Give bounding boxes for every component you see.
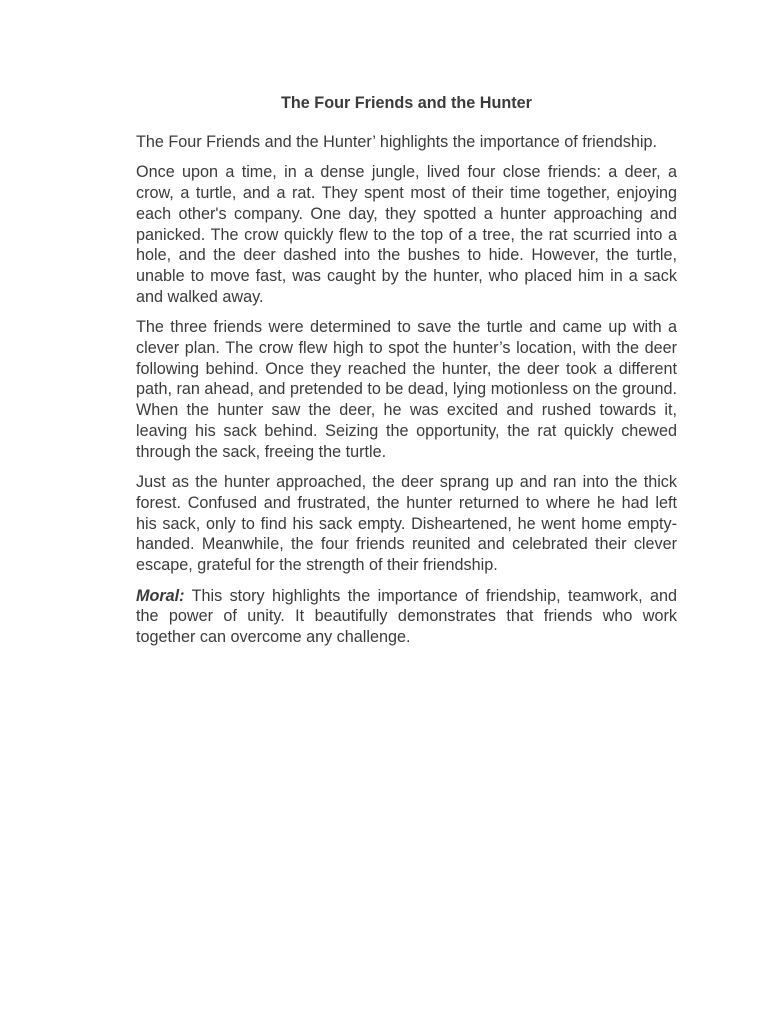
story-paragraph-1: Once upon a time, in a dense jungle, lived four close friends: a deer, a crow, a turtle, and a rat. They spent most of their time together, enjoying each other's company. One day, they spotted a hunter approaching and panicked. The crow quickly flew to the top of a tree, the rat scurried into a hole, and the deer dashed into the bushes to hide. However, the turtle, unable to move fast, was caught by the hunter, who placed him in a sack and walked away. <box>136 163 677 306</box>
story-paragraph-3: Just as the hunter approached, the deer sprang up and ran into the thick forest. Confused and frustrated, the hunter returned to where he had left his sack, only to find his sack empty. Disheartened, he went home empty-handed. Meanwhile, the four friends reunited and celebrated their clever escape, grateful for the strength of their friendship. <box>136 473 677 575</box>
moral-paragraph <box>136 586 677 648</box>
document-title: The Four Friends and the Hunter <box>281 94 532 112</box>
story-paragraph-2: The three friends were determined to save the turtle and came up with a clever plan. The crow flew high to spot the hunter’s location, with the deer following behind. Once they reached the hunter, the deer took a different path, ran ahead, and pretended to be dead, lying motionless on the ground. When the hunter saw the deer, he was excited and rushed towards it, leaving his sack behind. Seizing the opportunity, the rat quickly chewed through the sack, freeing the turtle. <box>136 318 677 461</box>
document-page <box>136 93 677 658</box>
moral-text: This story highlights the importance of friendship, teamwork, and the power of unity. It beautifully demonstrates that friends who work together can overcome any challenge. <box>136 586 677 647</box>
intro-paragraph: The Four Friends and the Hunter’ highlights the importance of friendship. <box>136 132 657 151</box>
moral-label: Moral: <box>136 586 185 605</box>
